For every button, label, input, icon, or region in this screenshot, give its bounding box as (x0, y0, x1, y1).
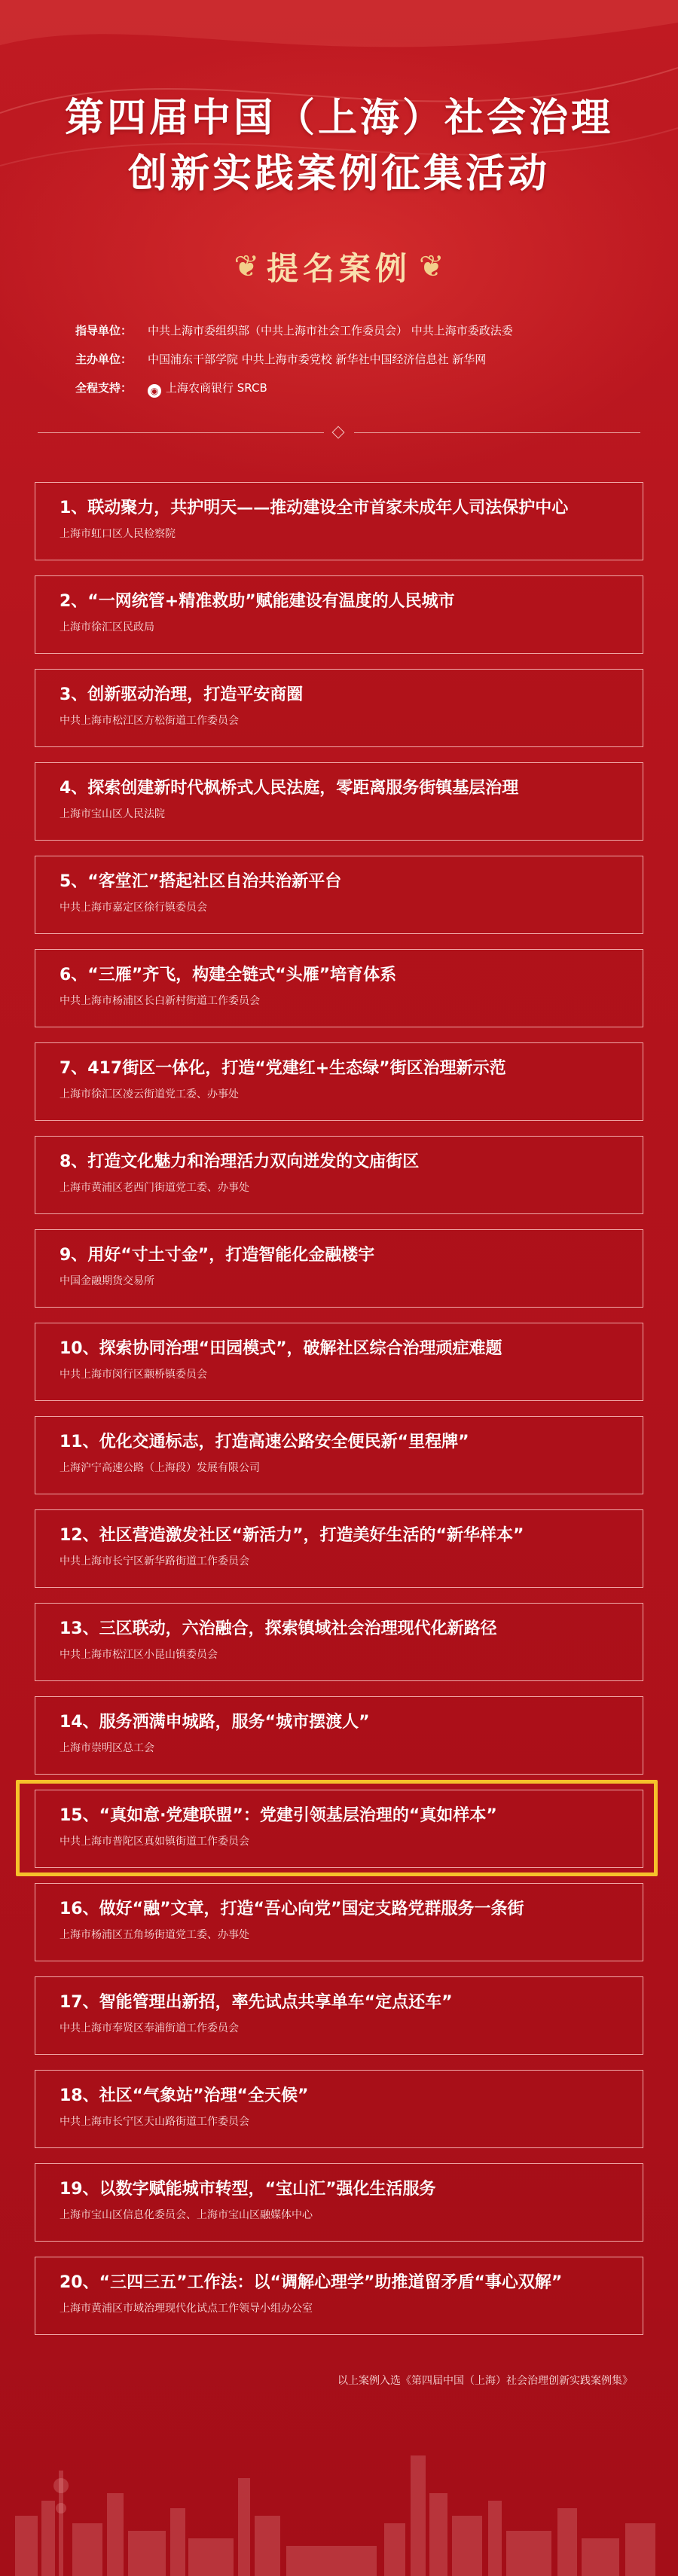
city-skyline-icon (0, 2425, 678, 2576)
case-title: 7、417街区一体化，打造“党建红+生态绿”街区治理新示范 (60, 1059, 506, 1078)
subtitle: 提名案例 (266, 250, 411, 287)
case-title: 1、联动聚力，共护明天——推动建设全市首家未成年人司法保护中心 (60, 499, 569, 517)
case-title: 18、社区“气象站”治理“全天候” (60, 2086, 309, 2105)
case-title: 19、以数字赋能城市转型，“宝山汇”强化生活服务 (60, 2180, 436, 2199)
case-item-5[interactable] (35, 856, 643, 934)
bank-name: 上海农商银行 SRCB (166, 381, 267, 395)
case-title: 20、“三四三五”工作法：以“调解心理学”助推道留矛盾“事心双解” (60, 2273, 563, 2292)
meta-value-support (148, 374, 618, 402)
case-org: 中共上海市杨浦区长白新村街道工作委员会 (60, 995, 260, 1007)
meta-value: 中国浦东干部学院 中共上海市委党校 新华社中国经济信息社 新华网 (148, 353, 487, 366)
case-org: 中共上海市奉贤区奉浦街道工作委员会 (60, 2022, 239, 2034)
case-org: 上海市黄浦区老西门街道党工委、办事处 (60, 1182, 249, 1194)
case-title: 17、智能管理出新招，率先试点共享单车“定点还车” (60, 1993, 453, 2012)
case-item-1[interactable] (35, 482, 643, 560)
case-title: 15、“真如意·党建联盟”：党建引领基层治理的“真如样本” (60, 1806, 497, 1825)
case-item-9[interactable] (35, 1229, 643, 1308)
header (0, 90, 678, 289)
case-item-14[interactable] (35, 1696, 643, 1775)
case-item-16[interactable] (35, 1883, 643, 1961)
case-title: 10、探索协同治理“田园模式”，破解社区综合治理顽症难题 (60, 1339, 502, 1358)
case-org: 上海市徐汇区民政局 (60, 621, 154, 633)
case-item-20[interactable] (35, 2257, 643, 2335)
case-item-7[interactable] (35, 1042, 643, 1121)
meta-value: 中共上海市委组织部（中共上海市社会工作委员会） 中共上海市委政法委 (148, 324, 513, 337)
meta-row-guidance (75, 316, 618, 345)
case-org: 上海市黄浦区市域治理现代化试点工作领导小组办公室 (60, 2303, 313, 2315)
divider-diamond-icon (332, 426, 345, 439)
organizer-info (75, 316, 618, 402)
laurel-left-icon: ❦ (234, 249, 259, 284)
case-org: 上海沪宁高速公路（上海段）发展有限公司 (60, 1462, 260, 1474)
case-org: 中共上海市松江区小昆山镇委员会 (60, 1649, 218, 1661)
section-divider (38, 428, 640, 438)
case-org: 中共上海市长宁区新华路街道工作委员会 (60, 1555, 249, 1567)
page-title-line1: 第四届中国（上海）社会治理 (64, 96, 613, 141)
case-org: 中共上海市普陀区真如镇街道工作委员会 (60, 1836, 249, 1848)
case-item-11[interactable] (35, 1416, 643, 1494)
case-list (35, 482, 643, 2350)
case-item-8[interactable] (35, 1136, 643, 1214)
case-item-6[interactable] (35, 949, 643, 1027)
case-org: 上海市徐汇区凌云街道党工委、办事处 (60, 1088, 239, 1100)
case-item-17[interactable] (35, 1976, 643, 2055)
case-title: 6、“三雁”齐飞，构建全链式“头雁”培育体系 (60, 966, 397, 984)
footnote: 以上案例入选《第四届中国（上海）社会治理创新实践案例集》 (337, 2375, 633, 2387)
meta-label: 主办单位： (75, 353, 133, 366)
case-title: 4、探索创建新时代枫桥式人民法庭，零距离服务街镇基层治理 (60, 779, 519, 798)
case-title: 16、做好“融”文章，打造“吾心向党”国定支路党群服务一条街 (60, 1900, 524, 1918)
bank-logo-icon: ◉ (148, 384, 161, 398)
case-org: 中共上海市嘉定区徐行镇委员会 (60, 902, 207, 914)
case-item-18[interactable] (35, 2070, 643, 2148)
case-item-19[interactable] (35, 2163, 643, 2242)
page-title-line2: 创新实践案例征集活动 (127, 151, 550, 197)
case-title: 9、用好“寸土寸金”，打造智能化金融楼宇 (60, 1246, 375, 1265)
case-item-12[interactable] (35, 1509, 643, 1588)
meta-row-host (75, 345, 618, 374)
case-org: 上海市杨浦区五角场街道党工委、办事处 (60, 1929, 249, 1941)
case-item-15[interactable] (35, 1790, 643, 1868)
case-title: 3、创新驱动治理，打造平安商圈 (60, 685, 304, 704)
case-title: 12、社区营造激发社区“新活力”，打造美好生活的“新华样本” (60, 1526, 524, 1545)
case-org: 上海市虹口区人民检察院 (60, 528, 176, 540)
meta-label: 指导单位： (75, 324, 133, 337)
case-org: 中共上海市长宁区天山路街道工作委员会 (60, 2116, 249, 2128)
meta-label: 全程支持： (75, 381, 133, 395)
case-title: 13、三区联动，六治融合，探索镇域社会治理现代化新路径 (60, 1619, 497, 1638)
subtitle-block (0, 244, 678, 289)
case-item-3[interactable] (35, 669, 643, 747)
case-title: 14、服务洒满申城路，服务“城市摆渡人” (60, 1713, 370, 1732)
case-org: 上海市崇明区总工会 (60, 1742, 154, 1754)
divider-line-right (354, 432, 640, 433)
case-item-4[interactable] (35, 762, 643, 841)
case-item-13[interactable] (35, 1603, 643, 1681)
case-title: 11、优化交通标志，打造高速公路安全便民新“里程牌” (60, 1433, 469, 1451)
case-title: 2、“一网统管+精准救助”赋能建设有温度的人民城市 (60, 592, 455, 611)
divider-line-left (38, 432, 324, 433)
case-org: 上海市宝山区人民法院 (60, 808, 165, 820)
laurel-right-icon: ❦ (419, 249, 444, 284)
case-org: 中国金融期货交易所 (60, 1275, 154, 1287)
case-org: 中共上海市闵行区颛桥镇委员会 (60, 1369, 207, 1381)
case-title: 8、打造文化魅力和治理活力双向迸发的文庙街区 (60, 1152, 420, 1171)
case-org: 中共上海市松江区方松街道工作委员会 (60, 715, 239, 727)
case-title: 5、“客堂汇”搭起社区自治共治新平台 (60, 872, 342, 891)
meta-row-support (75, 374, 618, 402)
case-org: 上海市宝山区信息化委员会、上海市宝山区融媒体中心 (60, 2209, 313, 2221)
case-item-2[interactable] (35, 575, 643, 654)
case-item-10[interactable] (35, 1323, 643, 1401)
